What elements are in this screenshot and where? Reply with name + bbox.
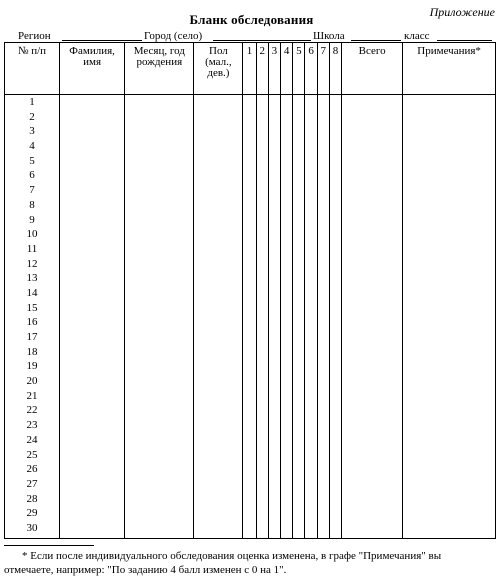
row-number: 22 [26, 404, 38, 417]
form-title: Бланк обследования [189, 12, 314, 27]
col-header-task-6: 6 [305, 43, 317, 95]
name-column-cell[interactable] [60, 95, 125, 539]
appendix-label: Приложение [429, 5, 495, 19]
school-field[interactable] [351, 40, 401, 41]
row-number: 14 [26, 286, 38, 299]
footnote-line-1: * Если после индивидуального обследования оценка изменена, в графе "Примечания" вы [22, 550, 442, 562]
row-number: 15 [26, 301, 38, 314]
row-number: 1 [29, 96, 35, 108]
task-3-column-cell[interactable] [268, 95, 280, 539]
row-number: 7 [29, 184, 35, 197]
footnote-divider [4, 545, 94, 546]
region-label: Регион [18, 30, 51, 42]
survey-table [4, 42, 496, 539]
row-number: 6 [29, 169, 35, 182]
row-number: 30 [26, 521, 38, 534]
row-number: 9 [29, 213, 35, 226]
table-body-row [5, 95, 496, 539]
row-number: 13 [26, 272, 38, 285]
table-header-row [5, 43, 496, 95]
row-number: 18 [26, 345, 38, 358]
task-8-column-cell[interactable] [329, 95, 341, 539]
row-number: 4 [29, 140, 35, 153]
col-header-task-3: 3 [268, 43, 280, 95]
task-4-column-cell[interactable] [281, 95, 293, 539]
row-number: 28 [26, 492, 38, 505]
footnote-line-2: отмечаете, например: "По заданию 4 балл изменен с 0 на 1". [4, 564, 287, 576]
col-header-birth: Месяц, год рождения [125, 43, 194, 95]
row-number: 19 [26, 360, 38, 373]
footnote [4, 549, 496, 577]
school-label: Школа [313, 30, 345, 42]
row-number: 17 [26, 331, 38, 343]
row-number: 29 [26, 507, 38, 520]
col-header-name: Фамилия, имя [60, 43, 125, 95]
row-number: 25 [26, 448, 38, 461]
notes-column-cell[interactable] [403, 95, 496, 539]
col-header-task-5: 5 [293, 43, 305, 95]
col-header-number: № п/п [5, 43, 60, 95]
class-label: класс [404, 30, 430, 42]
header-fields [4, 29, 496, 43]
row-number: 27 [26, 477, 38, 490]
region-field[interactable] [62, 40, 142, 41]
col-header-task-7: 7 [317, 43, 329, 95]
col-header-task-1: 1 [243, 43, 256, 95]
row-number: 23 [26, 419, 38, 432]
city-label: Город (село) [144, 30, 203, 42]
city-field[interactable] [213, 40, 311, 41]
row-number: 26 [26, 463, 38, 476]
row-number: 10 [26, 228, 38, 241]
col-header-notes: Примечания* [403, 43, 496, 95]
task-5-column-cell[interactable] [293, 95, 305, 539]
task-2-column-cell[interactable] [256, 95, 268, 539]
birth-column-cell[interactable] [125, 95, 194, 539]
task-6-column-cell[interactable] [305, 95, 317, 539]
row-number: 20 [26, 375, 38, 388]
row-number: 8 [29, 198, 35, 211]
col-header-task-4: 4 [281, 43, 293, 95]
class-field[interactable] [437, 40, 492, 41]
row-numbers-cell [5, 95, 60, 539]
row-number: 16 [26, 316, 38, 329]
task-7-column-cell[interactable] [317, 95, 329, 539]
col-header-gender: Пол (мал., дев.) [194, 43, 243, 95]
col-header-task-2: 2 [256, 43, 268, 95]
task-1-column-cell[interactable] [243, 95, 256, 539]
row-number: 5 [29, 154, 35, 167]
row-number: 3 [29, 125, 35, 138]
row-number: 12 [26, 257, 38, 270]
row-number: 24 [26, 433, 38, 446]
row-number: 21 [26, 389, 38, 402]
total-column-cell[interactable] [342, 95, 403, 539]
gender-column-cell[interactable] [194, 95, 243, 539]
row-number: 11 [26, 242, 38, 255]
col-header-total: Всего [342, 43, 403, 95]
row-number: 2 [29, 110, 35, 123]
col-header-task-8: 8 [329, 43, 341, 95]
